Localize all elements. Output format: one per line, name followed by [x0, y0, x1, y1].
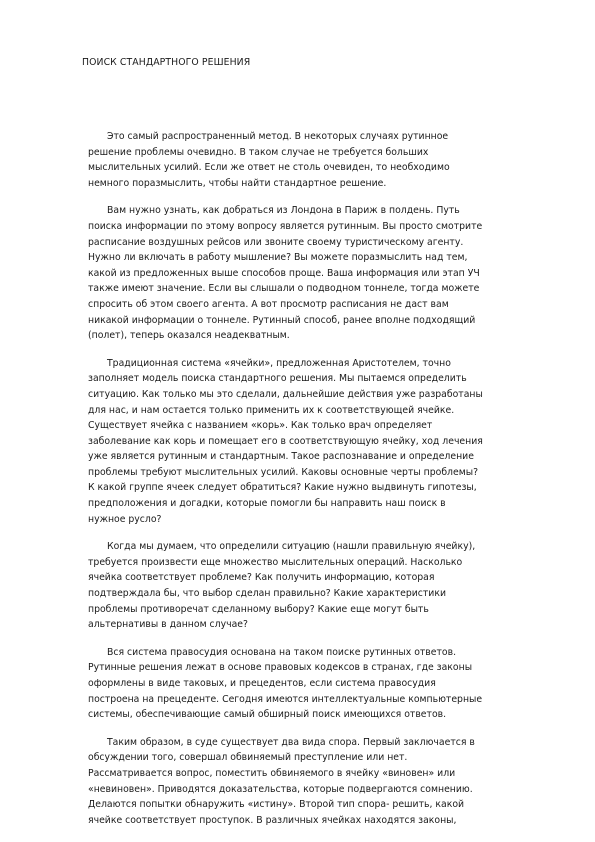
text-line: (полет), теперь оказался неадекватным.: [88, 330, 290, 342]
text-line: никакой информации о тоннеле. Рутинный способ, ранее вполне подходящий: [88, 314, 476, 326]
text-line: ситуацию. Как только мы это сделали, дальнейшие действия уже разработаны: [88, 388, 483, 400]
text-line: поиска информации по этому вопросу является рутинным. Вы просто смотрите: [88, 220, 483, 232]
text-line: Это самый распространенный метод. В некоторых случаях рутинное: [107, 131, 449, 142]
text-line: заболевание как корь и помещает его в соответствующую ячейку, ход лечения: [88, 435, 483, 447]
text-line: альтернативы в данном случае?: [88, 619, 248, 631]
text-line: Рутинные решения лежат в основе правовых кодексов в странах, где законы: [88, 662, 473, 674]
text-line: нужное русло?: [88, 513, 162, 525]
text-line: спросить об этом своего агента. А вот просмотр расписания не даст вам: [88, 298, 449, 310]
text-line: Рассматривается вопрос, поместить обвиняемого в ячейку «виновен» или: [88, 767, 456, 779]
text-line: предположения и догадки, которые помогли бы направить наш поиск в: [88, 498, 446, 510]
text-line: подтверждала бы, что выбор сделан правильно? Какие характеристики: [88, 588, 446, 600]
text-line: Традиционная система «ячейки», предложенная Аристотелем, точно: [107, 357, 451, 369]
text-line: ячейка соответствует проблеме? Как получить информацию, которая: [88, 572, 435, 584]
text-line: заполняет модель поиска стандартного решения. Мы пытаемся определить: [88, 373, 467, 385]
text-line: решение проблемы очевидно. В таком случае не требуется больших: [88, 146, 429, 158]
text-line: оформлены в виде таковых, и прецедентов, если система правосудия: [88, 678, 436, 689]
text-line: Делаются попытки обнаружить «истину». Второй тип спора- решить, какой: [88, 799, 465, 811]
text-line: расписание воздушных рейсов или звоните своему туристическому агенту.: [88, 236, 464, 248]
text-line: Таким образом, в суде существует два вида спора. Первый заключается в: [107, 736, 475, 748]
text-line: Когда мы думаем, что определили ситуацию (нашли правильную ячейку),: [107, 541, 476, 553]
text-line: проблемы противоречат сделанному выбору? Какие еще могут быть: [88, 603, 429, 615]
text-line: К какой группе ячеек следует обратиться? Какие нужно выдвинуть гипотезы,: [88, 482, 477, 494]
text-line: немного поразмыслить, чтобы найти стандартное решение.: [88, 177, 387, 189]
text-line: также имеют значение. Если вы слышали о подводном тоннеле, тогда можете: [88, 283, 480, 295]
text-line: для нас, и нам остается только применить их к соответствующей ячейке.: [88, 404, 455, 416]
text-line: обсуждении того, совершал обвиняемый преступление или нет.: [88, 752, 408, 764]
text-line: требуется произвести еще множество мыслительных операций. Насколько: [88, 556, 463, 568]
text-line: какой из предложенных выше способов проще. Ваша информация или этап УЧ: [88, 267, 480, 279]
paragraph-1: [88, 129, 548, 191]
page-title: ПОИСК СТАНДАРТНОГО РЕШЕНИЯ: [82, 57, 251, 68]
text-line: проблемы требуют мыслительных усилий. Каковы основные черты проблемы?: [88, 466, 479, 478]
text-line: мыслительных усилий. Если же ответ не столь очевиден, то необходимо: [88, 162, 450, 174]
paragraph-2: [88, 203, 548, 343]
text-line: системы, обеспечивающие самый обширный поиск имеющихся ответов.: [88, 709, 447, 721]
paragraph-4: [88, 539, 548, 633]
text-line: «невиновен». Приводятся доказательства, которые подвергаются сомнению.: [88, 783, 473, 795]
text-line: Вся система правосудия основана на таком поиске рутинных ответов.: [107, 646, 457, 658]
text-line: ячейке соответствует проступок. В различных ячейках находятся законы,: [88, 814, 457, 826]
paragraph-6: [88, 735, 548, 829]
text-line: построена на прецеденте. Сегодня имеются интеллектуальные компьютерные: [88, 693, 483, 705]
paragraph-3: [88, 356, 548, 528]
paragraph-5: [88, 645, 548, 723]
text-line: Нужно ли включать в работу мышление? Вы можете поразмыслить над тем,: [88, 252, 468, 264]
text-line: Вам нужно узнать, как добраться из Лондона в Париж в полдень. Путь: [107, 205, 460, 217]
text-line: Существует ячейка с названием «корь». Как только врач определяет: [88, 420, 433, 432]
document-body: [88, 129, 548, 840]
text-line: уже является рутинным и стандартным. Такое распознавание и определение: [88, 451, 474, 463]
